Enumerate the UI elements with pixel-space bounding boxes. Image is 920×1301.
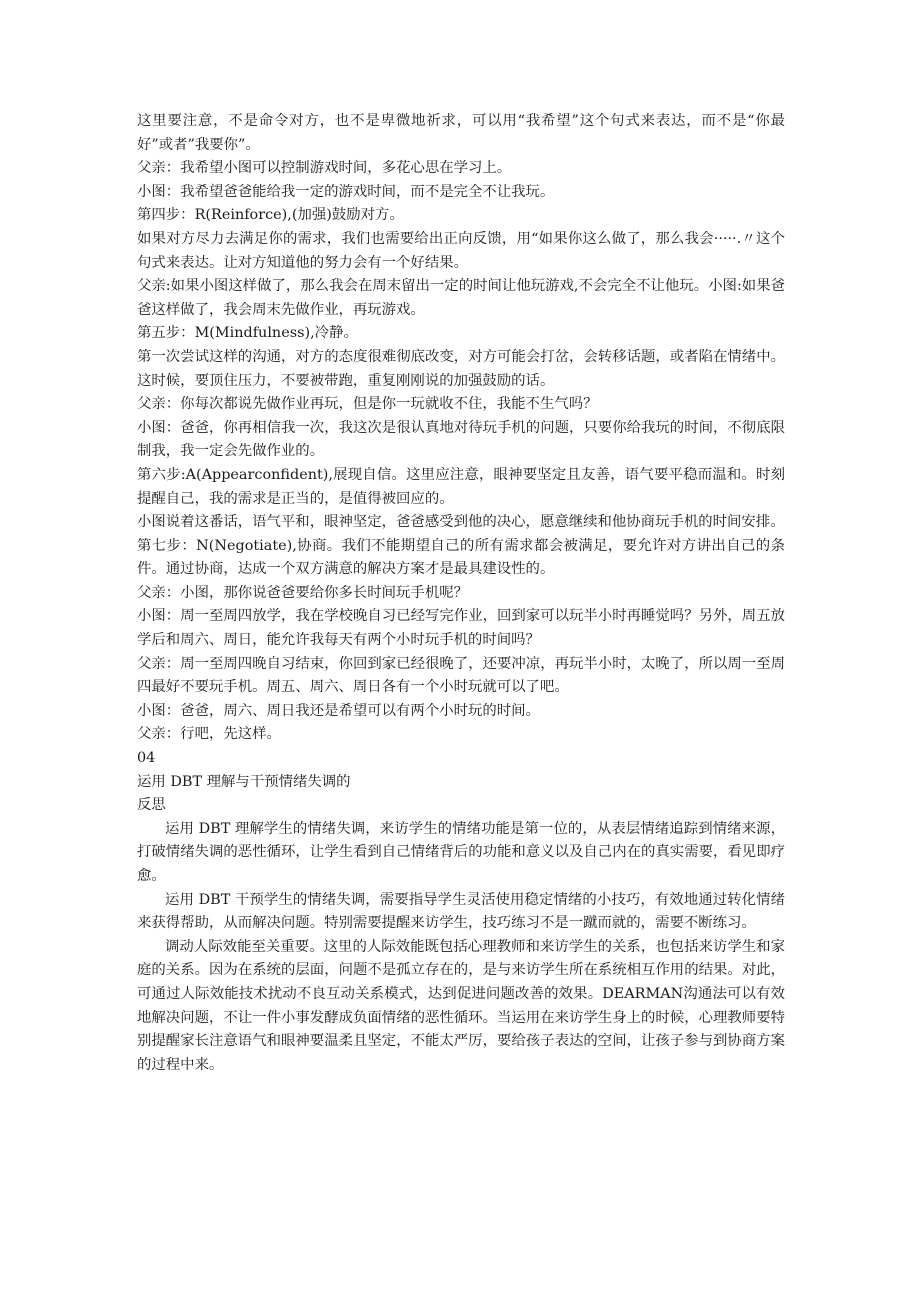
step-7-heading: 第七步：N(Negotiate),协商。我们不能期望自己的所有需求都会被满足，要允许对方讲出自己的条件。通过协商，达成一个双方满意的解决方案才是最具建设性的。 <box>137 537 785 578</box>
reflection-paragraph-3: 调动人际效能至关重要。这里的人际效能既包括心理教师和来访学生的关系，也包括来访学生和家庭的关系。因为在系统的层面，问题不是孤立存在的，是与来访学生所在系统相互作用的结果。对此，可通过人际效能技术扰动不良互动关系模式，达到促进问题改善的效果。DEARMAN沟通法可以有效地解决问题，不让一件小事发酵成负面情绪的恶性循环。当运用在来访学生身上的时候，心理教师要特别提醒家长注意语气和眼神要温柔且坚定，不能太严厉，要给孩子表达的空间，让孩子参与到协商方案的过程中来。 <box>137 938 785 1073</box>
paragraph-2: 父亲：我希望小图可以控制游戏时间，多花心思在学习上。 <box>137 160 512 177</box>
paragraph-1: 这里要注意，不是命令对方，也不是卑微地祈求，可以用“我希望”这个句式来表达，而不是“你最好”或者”我要你”。 <box>137 113 785 153</box>
section-number: 04 <box>137 750 156 767</box>
step-6-heading: 第六步:A(Appearconfident),展现自信。这里应注意，眼神要坚定且友善，语气要平稳而温和。时刻提醒自己，我的需求是正当的，是值得被回应的。 <box>137 466 785 507</box>
paragraph-17: 小图：爸爸，周六、周日我还是希望可以有两个小时玩的时间。 <box>137 702 540 719</box>
paragraph-6: 父亲:如果小图这样做了，那么我会在周末留出一定的时间让他玩游戏,不会完全不让他玩。小图:如果爸爸这样做了，我会周末先做作业，再玩游戏。 <box>137 278 785 318</box>
paragraph-8: 第一次尝试这样的沟通，对方的态度很难彻底改变，对方可能会打岔，会转移话题，或者陷在情绪中。这时候，要顶住压力，不要被带跑，重复刚刚说的加强鼓励的话。 <box>137 348 785 389</box>
document-body <box>137 110 785 1077</box>
paragraph-14: 父亲：小图，那你说爸爸要给你多长时间玩手机呢？ <box>137 584 468 601</box>
paragraph-16: 父亲：周一至周四晚自习结束，你回到家已经很晚了，还要冲凉，再玩半小时，太晚了，所以周一至周四最好不要玩手机。周五、周六、周日各有一个小时玩就可以了吧。 <box>137 655 785 696</box>
reflection-paragraph-1: 运用 DBT 理解学生的情绪失调，来访学生的情绪功能是第一位的，从表层情绪追踪到情绪来源，打破情绪失调的恶性循环，让学生看到自己情绪背后的功能和意义以及自己内在的真实需要，看见即疗愈。 <box>137 820 785 884</box>
paragraph-10: 小图：爸爸，你再相信我一次，我这次是很认真地对待玩手机的问题，只要你给我玩的时间，不彻底限制我，我一定会先做作业的。 <box>137 419 785 460</box>
section-title-line-1: 运用 DBT 理解与干预情绪失调的 <box>137 773 351 790</box>
paragraph-18: 父亲：行吧，先这样。 <box>137 726 281 743</box>
step-5-heading: 第五步：M(Mindfulness),冷静。 <box>137 325 358 342</box>
reflection-paragraph-2: 运用 DBT 干预学生的情绪失调，需要指导学生灵活使用稳定情绪的小技巧，有效地通过转化情绪来获得帮助，从而解决问题。特别需要提醒来访学生，技巧练习不是一蹴而就的，需要不断练习。 <box>137 891 785 932</box>
paragraph-3: 小图：我希望爸爸能给我一定的游戏时间，而不是完全不让我玩。 <box>137 183 555 200</box>
paragraph-12: 小图说着这番话，语气平和，眼神坚定，爸爸感受到他的决心，愿意继续和他协商玩手机的时间安排。 <box>137 514 785 531</box>
paragraph-15: 小图：周一至周四放学，我在学校晚自习已经写完作业，回到家可以玩半小时再睡觉吗？另外，周五放学后和周六、周日，能允许我每天有两个小时玩手机的时间吗？ <box>137 608 785 649</box>
section-title-line-2: 反思 <box>137 797 166 814</box>
paragraph-9: 父亲：你每次都说先做作业再玩，但是你一玩就收不住，我能不生气吗？ <box>137 396 598 413</box>
paragraph-5: 如果对方尽力去满足你的需求，我们也需要给出正向反馈，用“如果你这么做了，那么我会·····.〃这个句式来表达。让对方知道他的努力会有一个好结果。 <box>137 230 785 271</box>
step-4-heading: 第四步：R(Reinforce),(加强)鼓励对方。 <box>137 207 404 224</box>
